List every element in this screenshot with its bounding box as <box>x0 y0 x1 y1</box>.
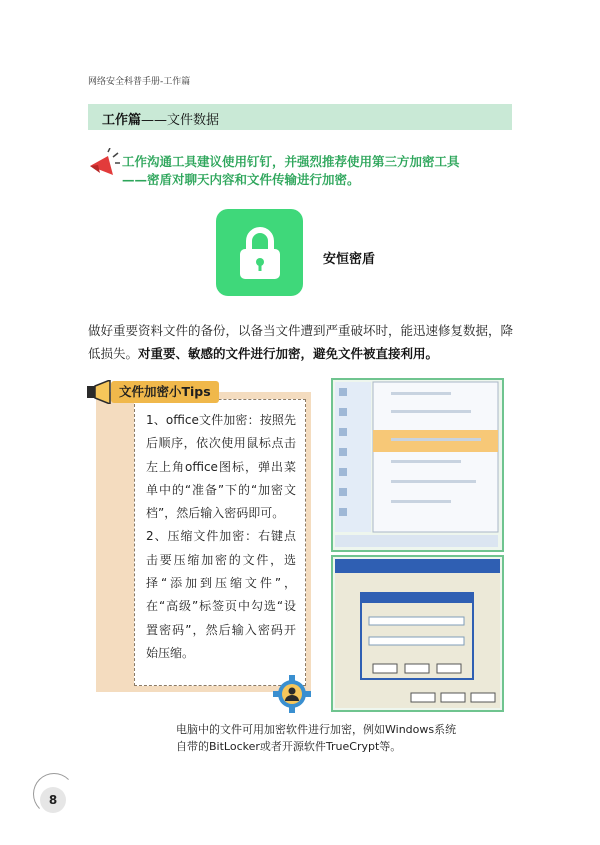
tips-item-1: 1、office文件加密：按照先后顺序，依次使用鼠标点击左上角office图标，弹出菜单中的“准备”下的“加密文档”，然后输入密码即可。 <box>146 413 296 521</box>
lock-icon <box>238 227 282 279</box>
section-title-rest: ——文件数据 <box>141 113 220 128</box>
section-title <box>102 109 219 128</box>
tips-text <box>146 409 296 665</box>
tips-label: 文件加密小Tips <box>111 381 219 403</box>
tips-item-2: 2、压缩文件加密：右键点击要压缩加密的文件，选择“添加到压缩文件”，在“高级”标签页中勾选“设置密码”，然后输入密码开始压缩。 <box>146 529 296 660</box>
app-icon-tile <box>216 209 303 296</box>
megaphone-icon <box>86 148 120 182</box>
gear-user-icon <box>272 674 312 714</box>
running-head: 网络安全科普手册-工作篇 <box>88 77 191 87</box>
page-number: 8 <box>40 787 66 813</box>
archive-dialog-illustration <box>333 557 502 710</box>
tip-line-2: ——密盾对聊天内容和文件传输进行加密。 <box>122 172 360 187</box>
body-text-bold: 对重要、敏感的文件进行加密，避免文件被直接利用。 <box>138 346 439 361</box>
section-title-bold: 工作篇 <box>102 113 142 128</box>
office-menu-illustration <box>333 380 502 550</box>
screenshot-archive-dialog <box>331 555 504 712</box>
tip-line-1: 工作沟通工具建议使用钉钉，并强烈推荐使用第三方加密工具 <box>122 154 460 169</box>
app-name: 安恒密盾 <box>323 252 376 267</box>
megaphone-icon <box>84 380 114 404</box>
body-text: 做好重要资料文件的备份，以备当文件遭到严重破坏时，能迅速修复数据，降低损失。 <box>88 323 514 361</box>
screenshot-office-menu <box>331 378 504 552</box>
caption: 电脑中的文件可用加密软件进行加密，例如Windows系统自带的BitLocker或者开源软件TrueCrypt等。 <box>176 723 457 753</box>
tip-headline <box>122 153 517 189</box>
section-header <box>88 104 512 130</box>
body-paragraph <box>88 319 516 365</box>
